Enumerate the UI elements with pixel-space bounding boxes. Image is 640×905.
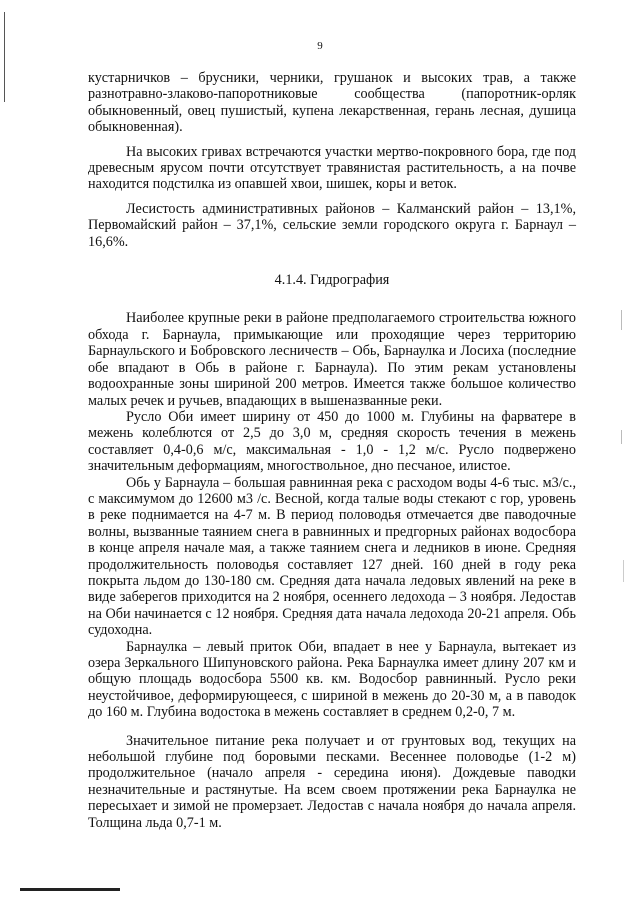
paragraph: Русло Оби имеет ширину от 450 до 1000 м. Глубины на фарватере в межень колеблются от 2,5 до 3,0 м, средняя скорость течения в межень составляет 0,4-0,6 м/с, максимальная - 1,0 - 1,2 м/с. Русло подвержено значительным деформациям, многоствольное, дно песчаное, илистое. xyxy=(88,408,576,475)
paragraph: Лесистость административных районов – Калманский район – 13,1%, Первомайский район – 37,1%, сельские земли городского округа г. Барнаул – 16,6%. xyxy=(88,200,576,250)
document-body xyxy=(88,70,576,831)
scan-edge-mark xyxy=(623,560,624,582)
paragraph: Обь у Барнаула – большая равнинная река с расходом воды 4-6 тыс. м3/с., с максимумом до 12600 м3 /с. Весной, когда талые воды стекают с гор, уровень в реке поднимается на 4-7 м. В период половодья отмечается две паводочные волны, вызванные таянием снега в равнинных и предгорных районах водосбора в конце апреля начале мая, а также таянием снега и ледников в июне. Средняя продолжительность половодья составляет 127 дней. 160 дней в году река покрыта льдом до 130-180 см. Средняя дата начала ледовых явлений на реке в виде заберегов приходится на 2 ноября, осеннего ледохода – 3 ноября. Ледостав на Оби начинается с 12 ноября. Средняя дата начала ледохода 20-21 апреля. Обь судоходна. xyxy=(88,474,576,639)
page-number: 9 xyxy=(317,40,323,52)
paragraph: Наиболее крупные реки в районе предполагаемого строительства южного обхода г. Барнаула, примыкающие или проходящие через территорию Барнаульского и Бобровского лесничеств – Обь, Барнаулка и Лосиха (последние обе впадают в Обь в районе г. Барнаула). По этим рекам установлены водоохранные зоны шириной 200 метров. Имеется также большое количество малых речек и ручьев, впадающих в вышеназванные реки. xyxy=(88,310,576,409)
paragraph: Значительное питание река получает и от грунтовых вод, текущих на небольшой глубине под боровыми песками. Весеннее половодье (1-2 м) продолжительное (начало апреля - середина июня). Дождевые паводки незначительные и растянутые. На всем своем протяжении река Барнаулка не пересыхает и зимой не промерзает. Ледостав с начала ноября до начала апреля. Толщина льда 0,7-1 м. xyxy=(88,732,576,831)
paragraph: Барнаулка – левый приток Оби, впадает в нее у Барнаула, вытекает из озера Зеркального Шипуновского района. Река Барнаулка имеет длину 207 км и общую площадь водосбора 5500 кв. км. Водосбор равнинный. Русло реки неустойчивое, деформирующееся, с шириной в межень до 20-30 м, а в паводок до 160 м. Глубина водостока в межень составляет в среднем 0,2-0, 7 м. xyxy=(88,638,576,721)
scan-bottom-bar xyxy=(20,888,120,891)
scan-edge-mark xyxy=(621,430,622,444)
paragraph-continuation: кустарничков – брусники, черники, грушанок и высоких трав, а также разнотравно-злаково-папоротниковые сообщества (папоротник-орляк обыкновенный, овец пушистый, купена лекарственная, герань лесная, душица обыкновенная). xyxy=(88,70,576,136)
scan-edge-mark xyxy=(4,12,5,102)
scan-edge-mark xyxy=(621,310,622,330)
section-heading: 4.1.4. Гидрография xyxy=(274,272,390,289)
paragraph: На высоких гривах встречаются участки мертво-покровного бора, где под древесным ярусом почти отсутствует травянистая растительность, а на почве находится подстилка из опавшей хвои, шишек, коры и веток. xyxy=(88,143,576,193)
